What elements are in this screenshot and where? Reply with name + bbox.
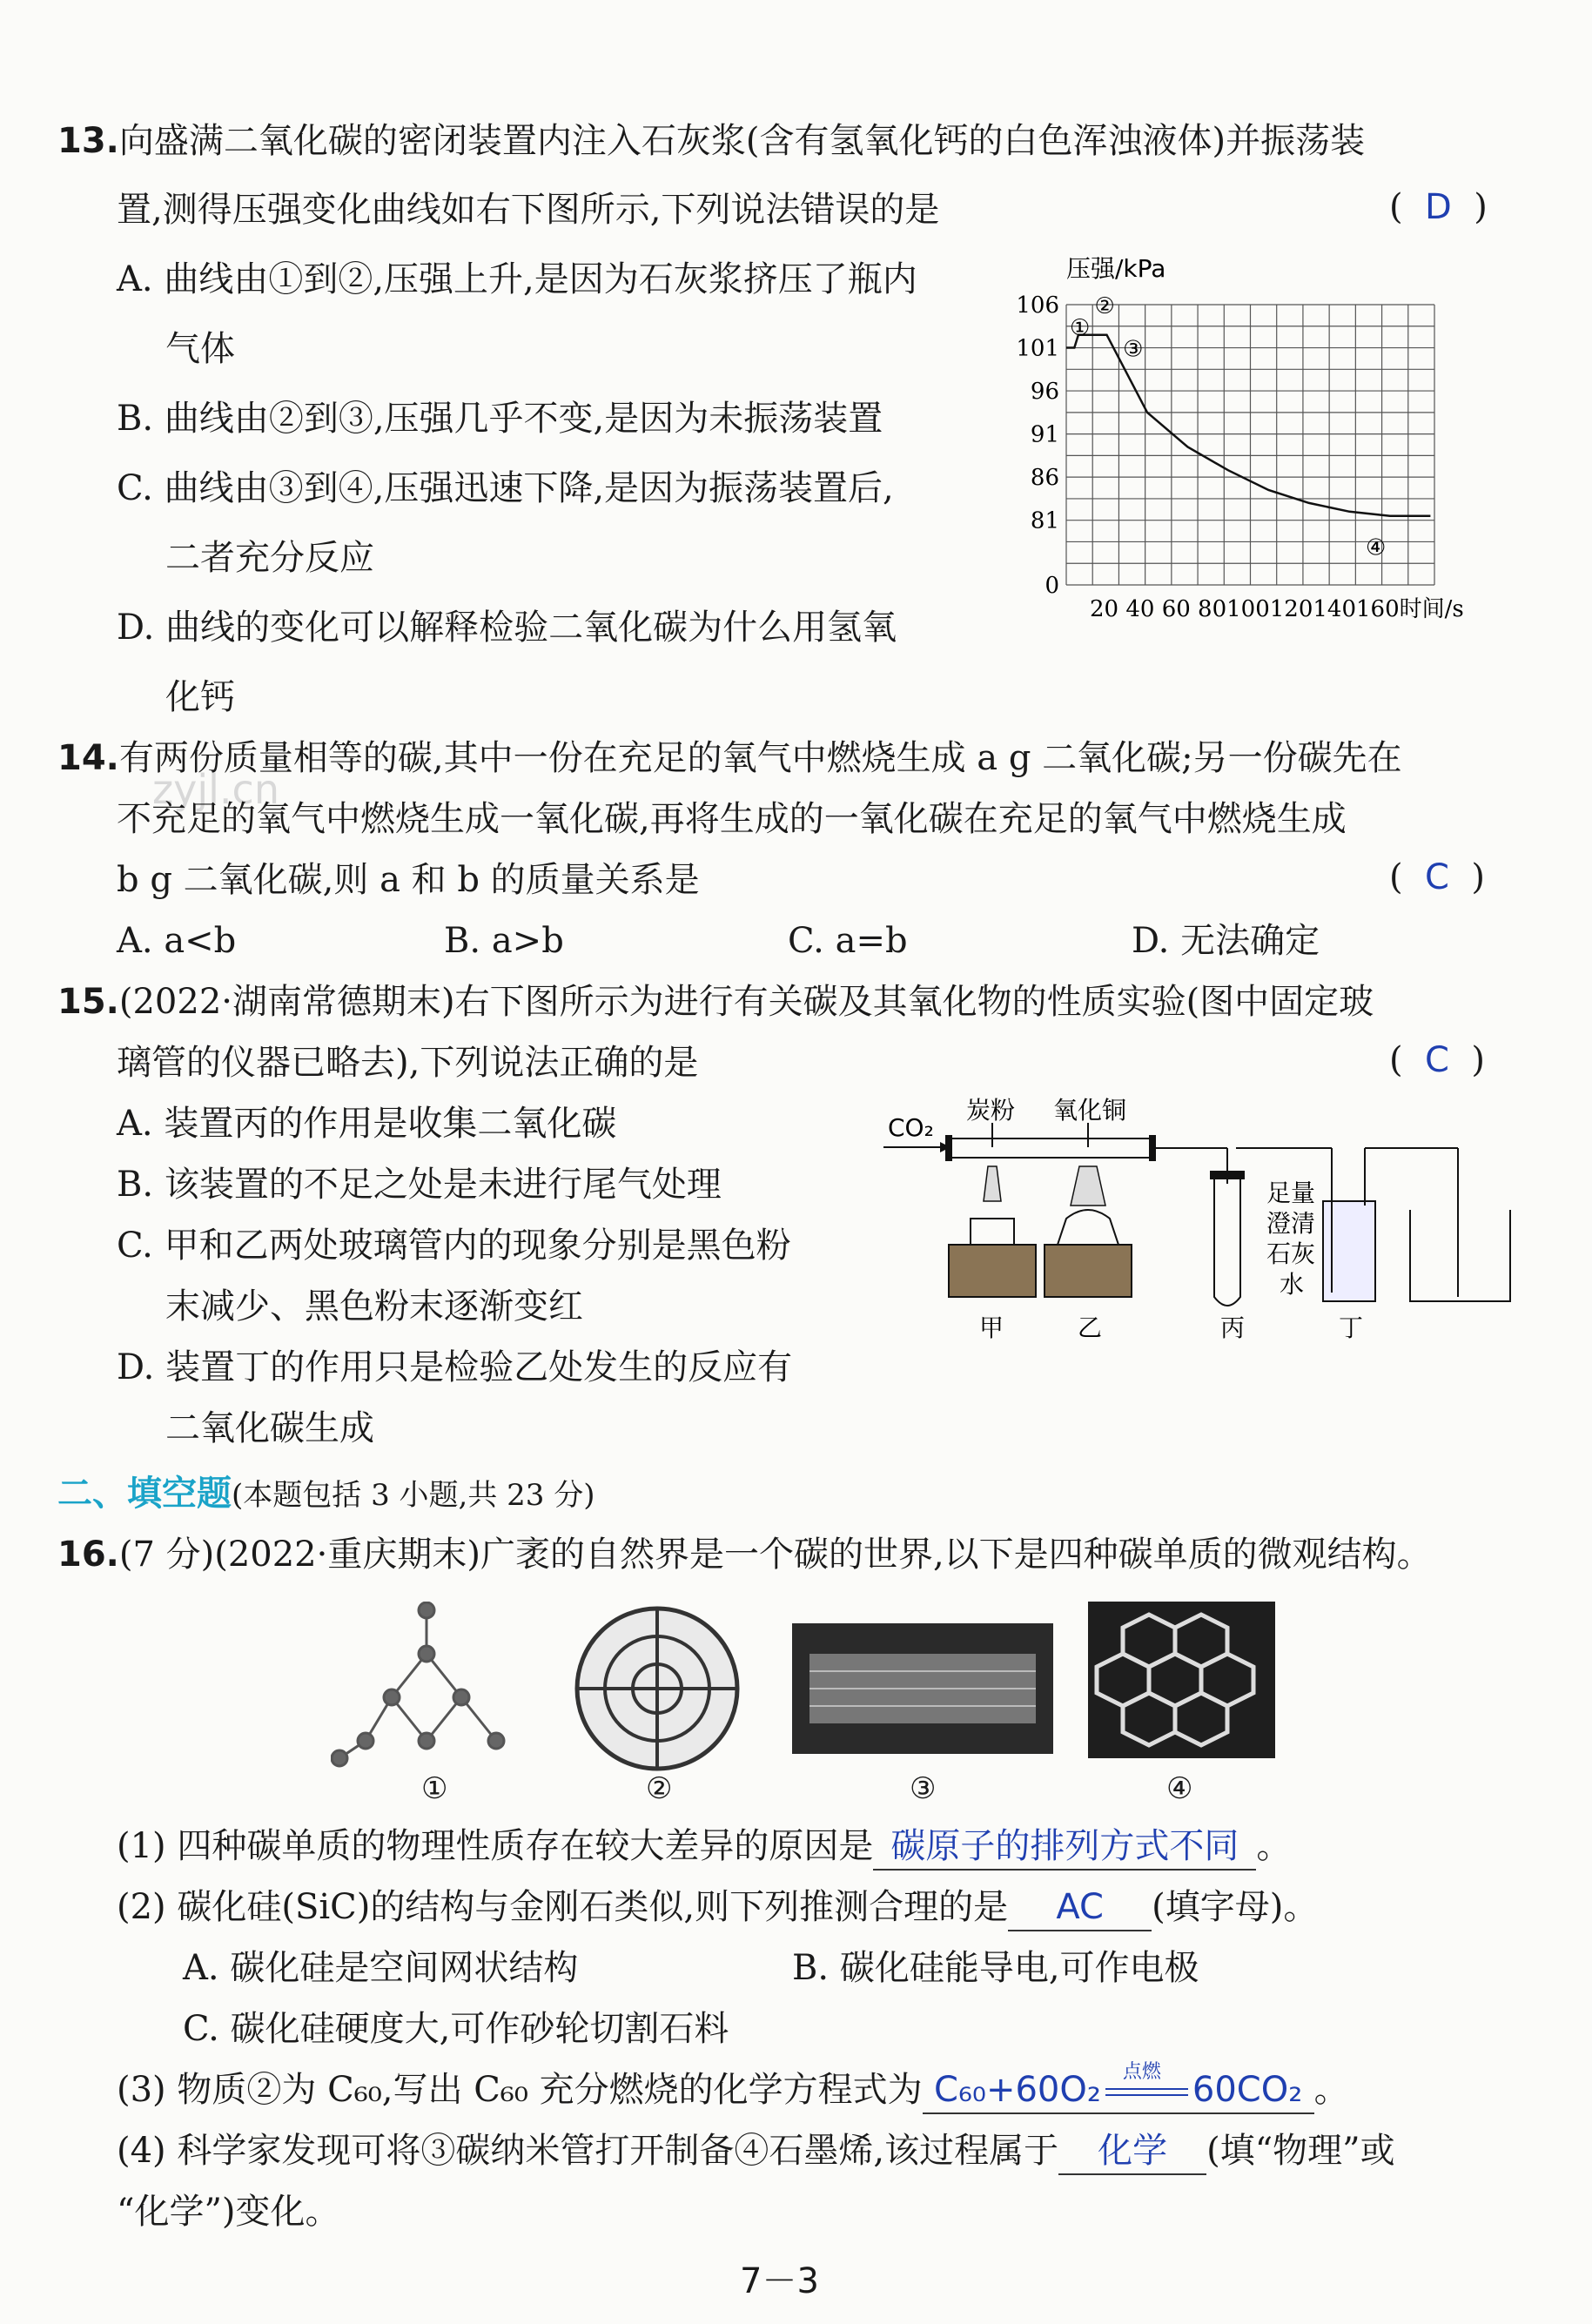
q15-stem-line2: 璃管的仪器已略去),下列说法正确的是	[117, 1043, 699, 1083]
q15-option-a: A. 装置丙的作用是收集二氧化碳	[117, 1104, 617, 1144]
q16-part4-end: (填“物理”或	[1206, 2131, 1395, 2171]
q13-answer-bracket: ( D )	[1389, 187, 1488, 227]
q16-part3-answer	[923, 2061, 1314, 2114]
q16-number: 16.	[57, 1535, 119, 1575]
q15-answer-bracket: ( C )	[1389, 1040, 1486, 1080]
q15-option-d2: 二氧化碳生成	[165, 1408, 374, 1448]
q16-part3-left: C₆₀+60O₂	[933, 2070, 1101, 2110]
pressure-curve	[1066, 335, 1430, 516]
beaker	[1410, 1210, 1510, 1301]
q16-part2	[117, 1884, 1318, 1931]
q16-part3-right: 60CO₂	[1192, 2070, 1303, 2110]
y-tick-label: 106	[1016, 292, 1059, 319]
q16-part2-text: (2) 碳化硅(SiC)的结构与金刚石类似,则下列推测合理的是	[117, 1887, 1009, 1927]
curve-point-label-1: ①	[1070, 314, 1091, 341]
q14-option-d: D. 无法确定	[1132, 921, 1320, 961]
label-bing: 丙	[1220, 1313, 1246, 1342]
curve-point-label-4: ④	[1365, 534, 1387, 561]
structure-label-2: ②	[646, 1771, 673, 1806]
q16-stem-line	[57, 1532, 1432, 1577]
q14-answer: C	[1425, 857, 1449, 897]
carbon-powder-label: 炭粉	[966, 1096, 1016, 1125]
structure-label-4: ④	[1166, 1771, 1193, 1806]
q16-part4-line2: “化学”)变化。	[117, 2192, 340, 2232]
q15-option-b: B. 该装置的不足之处是未进行尾气处理	[117, 1165, 722, 1205]
q16-part1-text: (1) 四种碳单质的物理性质存在较大差异的原因是	[117, 1826, 874, 1866]
q16-part2-option-b: B. 碳化硅能导电,可作电极	[792, 1948, 1199, 1988]
copper-oxide-label: 氧化铜	[1053, 1096, 1127, 1125]
block-yi	[1045, 1245, 1132, 1297]
q15-answer: C	[1425, 1040, 1449, 1080]
q15-option-c1: C. 甲和乙两处玻璃管内的现象分别是黑色粉	[117, 1226, 791, 1266]
block-jia	[949, 1245, 1036, 1297]
tube-stopper-right	[1149, 1135, 1156, 1161]
q14-option-c: C. a=b	[788, 921, 908, 961]
label-jia: 甲	[979, 1313, 1004, 1342]
q15-stem-line1	[57, 979, 1374, 1024]
co2-label: CO₂	[888, 1113, 934, 1142]
q14-stem-line3: b g 二氧化碳,则 a 和 b 的质量关系是	[117, 860, 700, 900]
q16-part1-end: 。	[1256, 1826, 1292, 1866]
label-ding: 丁	[1339, 1313, 1364, 1342]
burner-flame-jia	[984, 1166, 1001, 1201]
q16-part2-answer: AC	[1008, 1884, 1152, 1931]
structure-nanotube	[792, 1623, 1053, 1754]
q14-number: 14.	[57, 738, 119, 778]
label-yi: 乙	[1078, 1313, 1103, 1342]
page-number: 7－3	[740, 2261, 819, 2301]
q16-part1-answer: 碳原子的排列方式不同	[873, 1824, 1256, 1871]
q16-part3-arrow	[1101, 2061, 1192, 2112]
y-tick-label: 81	[1030, 507, 1059, 534]
tube-stopper-left	[945, 1135, 952, 1161]
watermark: zyjl.cn	[152, 766, 279, 813]
chart-curve	[1066, 293, 1430, 561]
q16-part4-answer: 化学	[1058, 2128, 1206, 2175]
q14-option-b: B. a>b	[444, 921, 564, 961]
q16-part4	[117, 2128, 1395, 2175]
label-shihui: 石灰	[1266, 1239, 1316, 1268]
burner-flame-yi	[1071, 1166, 1105, 1206]
label-chengqing: 澄清	[1266, 1209, 1316, 1238]
section2-heading	[57, 1471, 594, 1518]
q15-option-d1: D. 装置丁的作用只是检验乙处发生的反应有	[117, 1347, 793, 1387]
apparatus-diagram	[879, 1088, 1523, 1358]
q16-part1	[117, 1824, 1291, 1871]
q13-stem-line1	[57, 118, 1365, 164]
label-zuliang: 足量	[1266, 1179, 1316, 1207]
q13-stem-text1: 向盛满二氧化碳的密闭装置内注入石灰浆(含有氢氧化钙的白色浑浊液体)并振荡装	[118, 121, 1366, 161]
structure-c60	[566, 1602, 749, 1776]
q13-option-d1: D. 曲线的变化可以解释检验二氧化碳为什么用氢氧	[117, 608, 897, 648]
q13-option-b: B. 曲线由②到③,压强几乎不变,是因为未振荡装置	[117, 399, 883, 439]
burner-yi	[1058, 1210, 1118, 1245]
q14-stem-line1	[57, 735, 1402, 781]
structure-graphene	[1088, 1602, 1275, 1758]
y-tick-label: 91	[1030, 421, 1059, 448]
structure-label-3: ③	[910, 1771, 937, 1806]
chart-ylabel: 压强/kPa	[1066, 254, 1166, 283]
q16-part2-end: (填字母)。	[1152, 1887, 1319, 1927]
q15-number: 15.	[57, 982, 119, 1022]
q13-option-a2: 气体	[165, 329, 235, 369]
q13-stem-line2: 置,测得压强变化曲线如右下图所示,下列说法错误的是	[117, 190, 940, 230]
y-tick-label: 86	[1030, 465, 1059, 492]
q13-answer: D	[1425, 187, 1452, 227]
q13-option-c1: C. 曲线由③到④,压强迅速下降,是因为振荡装置后,	[117, 468, 894, 508]
pressure-chart	[1010, 252, 1515, 644]
chart-x-ticks: 20 40 60 80100120140160时间/s	[1090, 596, 1464, 622]
y-tick-label: 96	[1030, 379, 1059, 406]
q13-number: 13.	[57, 121, 119, 161]
tube-bing	[1214, 1175, 1240, 1306]
q14-stem-line2: 不充足的氧气中燃烧生成一氧化碳,再将生成的一氧化碳在充足的氧气中燃烧生成	[117, 799, 1347, 839]
q16-stem-text: (7 分)(2022·重庆期末)广袤的自然界是一个碳的世界,以下是四种碳单质的微观结构。	[118, 1535, 1432, 1575]
q15-stem-text1: (2022·湖南常德期末)右下图所示为进行有关碳及其氧化物的性质实验(图中固定玻	[118, 982, 1374, 1022]
q14-answer-bracket: ( C )	[1389, 857, 1486, 897]
chart-axes	[1016, 292, 1059, 599]
curve-point-label-3: ③	[1123, 336, 1144, 363]
q14-stem-text1: 有两份质量相等的碳,其中一份在充足的氧气中燃烧生成 a g 二氧化碳;另一份碳先在	[118, 738, 1402, 778]
q16-part3	[117, 2061, 1349, 2114]
q13-option-d2: 化钙	[165, 677, 235, 717]
q16-part2-option-a: A. 碳化硅是空间网状结构	[183, 1948, 579, 1988]
y-tick-label-zero: 0	[1045, 573, 1059, 599]
structure-diamond	[331, 1602, 540, 1776]
q16-part3-condition: 点燃	[1122, 2061, 1161, 2083]
q15-option-c2: 末减少、黑色粉末逐渐变红	[165, 1286, 583, 1327]
stopper-bing	[1210, 1171, 1245, 1179]
q13-option-a1: A. 曲线由①到②,压强上升,是因为石灰浆挤压了瓶内	[117, 259, 917, 299]
q16-part3-end: 。	[1313, 2070, 1349, 2110]
q13-option-c2: 二者充分反应	[165, 538, 374, 578]
glass-tube	[950, 1138, 1151, 1158]
section2-title: 二、填空题	[57, 1474, 232, 1514]
section2-note: (本题包括 3 小题,共 23 分)	[232, 1478, 595, 1513]
curve-point-label-2: ②	[1094, 293, 1115, 319]
label-shui: 水	[1280, 1270, 1305, 1299]
y-tick-label: 101	[1016, 335, 1059, 362]
q16-part3-text: (3) 物质②为 C₆₀,写出 C₆₀ 充分燃烧的化学方程式为	[117, 2070, 923, 2110]
q14-option-a: A. a<b	[117, 921, 237, 961]
burner-jia	[971, 1219, 1014, 1245]
q16-part2-option-c: C. 碳化硅硬度大,可作砂轮切割石料	[183, 2009, 729, 2049]
structure-label-1: ①	[421, 1771, 448, 1806]
q16-part4-text: (4) 科学家发现可将③碳纳米管打开制备④石墨烯,该过程属于	[117, 2131, 1059, 2171]
